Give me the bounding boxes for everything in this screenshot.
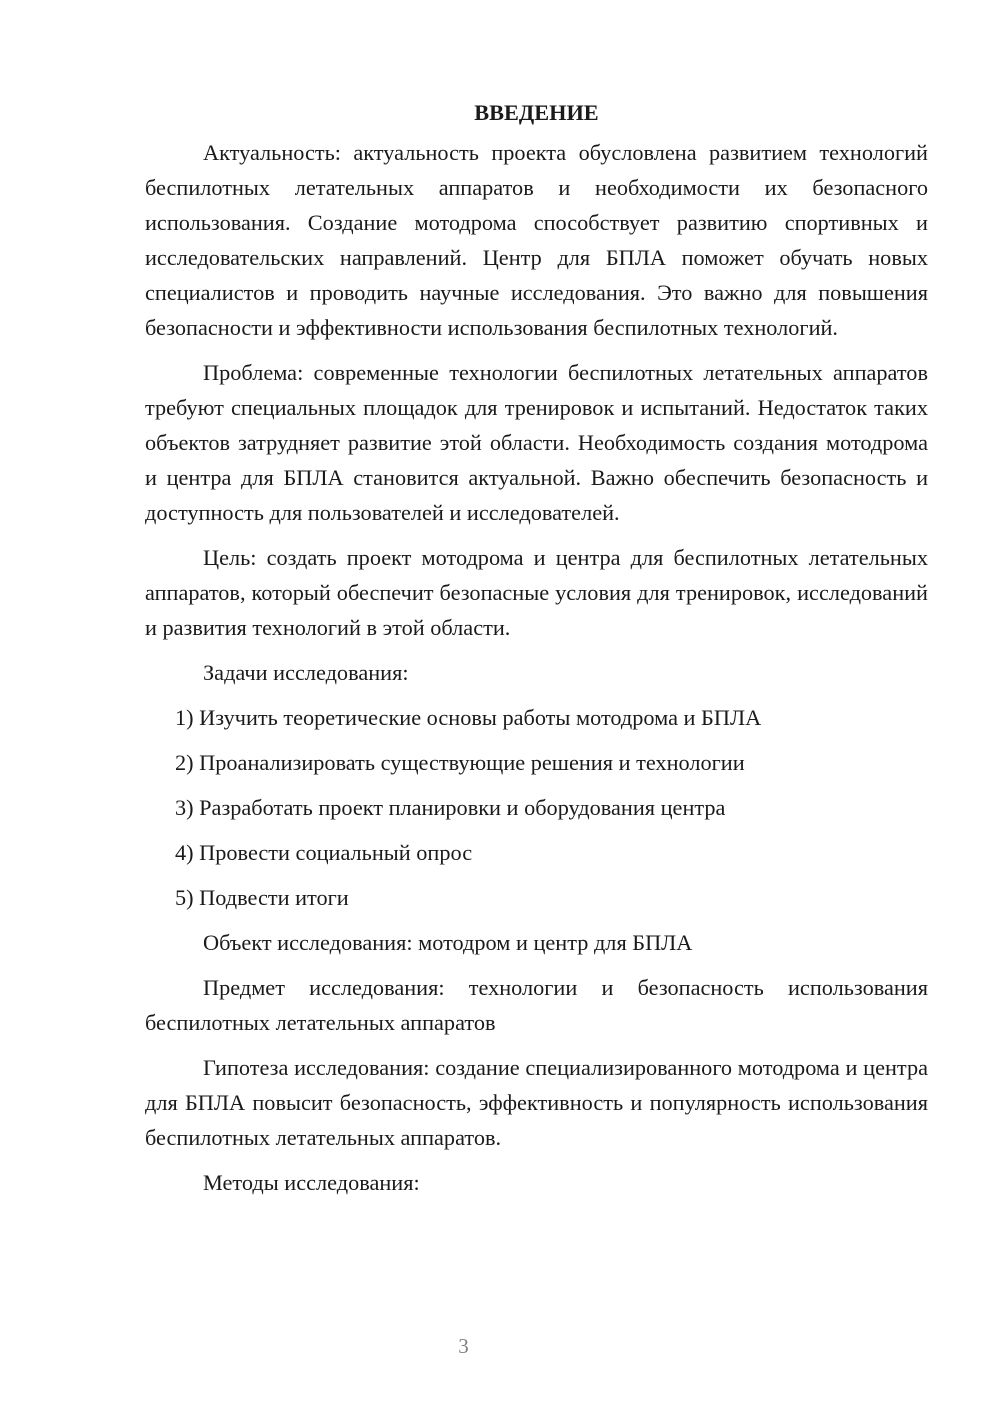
paragraph-hypothesis: Гипотеза исследования: создание специализированного мотодрома и центра для БПЛА повысит безопасность, эффективность и популярность использования беспилотных летательных аппаратов.: [145, 1055, 928, 1150]
list-item: 1) Изучить теоретические основы работы мотодрома и БПЛА: [175, 705, 762, 730]
paragraph-object: Объект исследования: мотодром и центр для БПЛА: [203, 930, 693, 955]
document-page: [145, 95, 928, 1200]
section-title: ВВЕДЕНИЕ: [474, 100, 599, 125]
list-item: 3) Разработать проект планировки и оборудования центра: [175, 795, 726, 820]
paragraph-subject: Предмет исследования: технологии и безопасность использования беспилотных летательных аппаратов: [145, 975, 928, 1035]
tasks-list: [145, 700, 928, 915]
paragraph-problem: Проблема: современные технологии беспилотных летательных аппаратов требуют специальных площадок для тренировок и испытаний. Недостаток таких объектов затрудняет развитие этой области. Необходимость создания мотодрома и центра для БПЛА становится актуальной. Важно обеспечить безопасность и доступность для пользователей и исследователей.: [145, 360, 928, 525]
list-item: 5) Подвести итоги: [175, 885, 349, 910]
paragraph-goal: Цель: создать проект мотодрома и центра для беспилотных летательных аппаратов, который обеспечит безопасные условия для тренировок, исследований и развития технологий в этой области.: [145, 545, 928, 640]
list-item: 4) Провести социальный опрос: [175, 840, 473, 865]
page-number: 3: [458, 1334, 469, 1358]
tasks-heading: Задачи исследования:: [203, 660, 409, 685]
paragraph-relevance: Актуальность: актуальность проекта обусловлена развитием технологий беспилотных летательных аппаратов и необходимости их безопасного использования. Создание мотодрома способствует развитию спортивных и исследовательских направлений. Центр для БПЛА поможет обучать новых специалистов и проводить научные исследования. Это важно для повышения безопасности и эффективности использования беспилотных технологий.: [145, 140, 928, 340]
paragraph-methods: Методы исследования:: [203, 1170, 420, 1195]
list-item: 2) Проанализировать существующие решения и технологии: [175, 750, 745, 775]
